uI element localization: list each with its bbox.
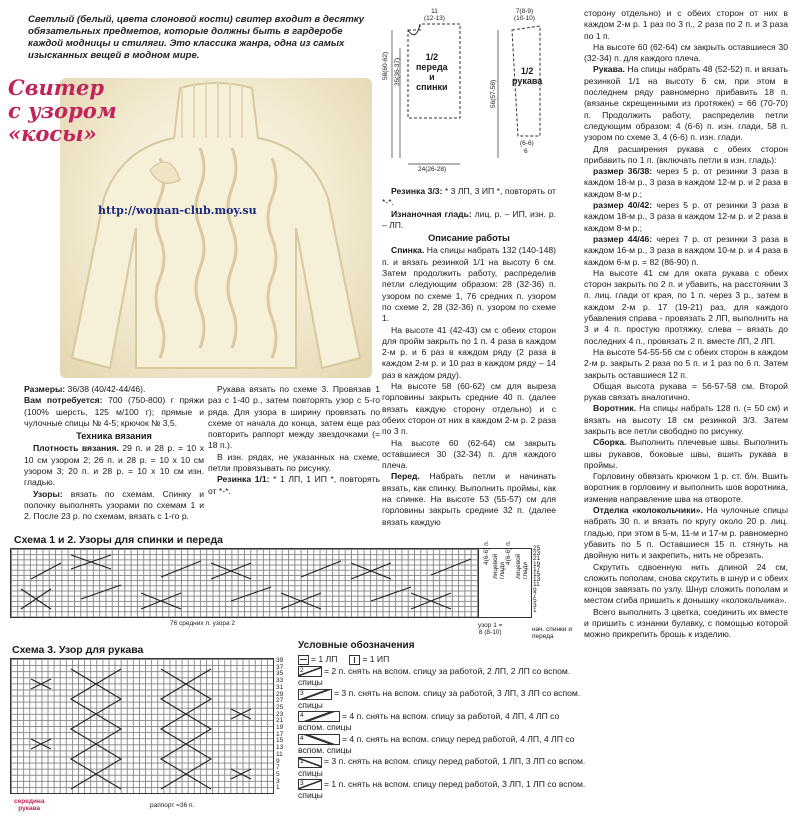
rapport-note: узор 1 = bbox=[478, 622, 503, 629]
materials-label: Вам потребуется: bbox=[24, 395, 103, 406]
schema3-rapport: раппорт =36 п. bbox=[150, 802, 195, 809]
sleeves-value: На спицы набрать 48 (52-52) п. и вязать резинкой 1/1 на высоту 6 см, при этом в последнем ряду равномерно прибавить 18 п. (вязанье скрещенными из протяжек) = 66 (70-70) п. Продолжить работу, распределив петли следующим образом: 4 (6-6) п. изн. глади, 58 п. узором по схеме 3, 4 (6-6) п. изн. глади. bbox=[584, 64, 788, 143]
title-line: с узором bbox=[8, 98, 117, 123]
cable-3-1-left-icon bbox=[298, 757, 322, 768]
row-number: 25 bbox=[533, 545, 541, 552]
legend-text: = 1 п. снять на вспом. спицу перед работой, 3 ЛП, 1 ЛП со вспом. спицы bbox=[298, 778, 586, 801]
row-number: 17 bbox=[533, 565, 541, 573]
row-number: 37 bbox=[276, 663, 284, 671]
back-paragraph: На высоте 60 (62-64) см закрыть оставшиеся 30 (32-34) п. для каждого плеча. bbox=[382, 437, 556, 471]
collar-value: На спицы набрать 128 п. (= 50 см) и вязать на высоту 18 см резинкой 3/3. Затем закрыть все петли свободно по рисунку. bbox=[584, 403, 788, 436]
diagram-sleeve-label: рукава bbox=[512, 76, 543, 86]
intro-text: Светлый (белый, цвета слоновой кости) свитер входит в десятку обязательных предметов, которые должны быть в гардеробе каждой модницы и стиляги. Это классика жанра, одна из самых изысканных вещей в модном мире. bbox=[28, 14, 365, 61]
row-number: 13 bbox=[533, 576, 541, 584]
density-label: Плотность вязания. bbox=[33, 443, 119, 454]
sleeve-paragraph: На высоте 41 см для оката рукава с обеих сторон закрыть по 2 п. и убавить, на расстоянии 3 п. лиц. глади от края, по 1 п. через 3 р., затем в каждом 2-м р. 17 (19-21) раз, для каждого убавления справа - провязать 2 ЛП, выполнить на 3 и 4 п. простую протяжку, слева – вязать до последних 4 п., провязать 2 п. вместе ЛП, 2 ЛП. bbox=[584, 267, 788, 346]
sizes-label: Размеры: bbox=[24, 384, 66, 394]
materials-value: 700 (750-800) г пряжи (100% шерсть, 125 м/100 г); прямые и чулочные спицы № 4-5; крючок № 3,5. bbox=[24, 395, 205, 428]
row-number: 7 bbox=[533, 591, 537, 599]
row-number: 11 bbox=[533, 581, 540, 589]
front-label: Перед. bbox=[391, 471, 420, 482]
sleeves-label: Рукава. bbox=[593, 64, 625, 75]
cable-number: 2 bbox=[300, 666, 304, 674]
diagram-body-label: и bbox=[429, 72, 435, 82]
front-value: Набрать петли и начинать вязать, как спинку. Выполнить проймы, как на спинке. На высоте 53 (55-57) см для горловины закрыть средние 32 п. (далее вязать каждую bbox=[382, 471, 556, 527]
watermark: http://woman-club.moy.su bbox=[98, 204, 257, 217]
diagram-side1: 58(60-62) bbox=[382, 51, 389, 80]
diagram-bottom: 24(26-28) bbox=[418, 166, 447, 173]
column-2 bbox=[208, 384, 380, 497]
size44-label: размер 44/46: bbox=[593, 233, 653, 244]
legend-text: = 3 п. снять на вспом. спицу за работой, 3 ЛП, 3 ЛП со вспом. спицы bbox=[298, 688, 581, 710]
assembly-value: Выполнить плечевые швы. Выполнить швы рукавов, боковые швы, вшить рукава в проймы. bbox=[584, 437, 788, 470]
diagram-body-label: переда bbox=[416, 62, 448, 72]
row-number: 1 bbox=[533, 607, 537, 615]
size44-value: через 7 р. от резинки 3 раза в каждом 16-м р., 3 раза в каждом 10-м р. и 4 раза в каждом 6-м р. = 82 (86-90) п. bbox=[584, 233, 789, 267]
row-number: 15 bbox=[533, 571, 541, 579]
side-note: 4(6-6) п. bbox=[505, 540, 512, 565]
row-number: 23 bbox=[533, 550, 541, 558]
legend-row bbox=[298, 779, 588, 801]
assembly-label: Сборка. bbox=[593, 437, 627, 448]
pattern-diagrams bbox=[380, 8, 570, 178]
schema12-side-panel bbox=[478, 540, 532, 618]
col4-paragraph: На высоте 60 (62-64) см закрыть оставшиеся 30 (32-34) п. для каждого плеча. bbox=[584, 41, 788, 64]
row-number: 15 bbox=[276, 737, 284, 745]
size36-label: размер 36/38: bbox=[593, 166, 653, 177]
schema12-cables bbox=[11, 549, 531, 617]
row-number: 21 bbox=[533, 555, 541, 563]
sleeve-paragraph: Общая высота рукава = 56-57-58 см. Второй рукав связать аналогично. bbox=[584, 380, 788, 403]
legend-text: = 1 ЛП bbox=[311, 654, 338, 664]
sleeve-bottom2: 6 bbox=[524, 148, 528, 155]
legend-text: = 3 п. снять на вспом. спицу перед работой, 1 ЛП, 3 ЛП со вспом. спицы bbox=[298, 756, 586, 778]
rapport-sub: 8 (8-10) bbox=[478, 629, 502, 636]
legend-text: = 2 п. снять на вспом. спицу за работой, 2 ЛП, 2 ЛП со вспом. спицы bbox=[298, 665, 571, 687]
size40-value: через 5 р. от резинки 3 раза в каждом 18-м р., 3 раза в каждом 12-м р. и 2 раза в каждом 8-м р.; bbox=[584, 200, 789, 233]
sleeve-paragraph: Для расширения рукава с обеих сторон прибавить по 1 п. (включать петли в изн. гладь): bbox=[584, 143, 788, 165]
diagram-body-label: 1/2 bbox=[425, 52, 439, 62]
schema3-row-numbers bbox=[276, 658, 283, 792]
reverse-value: лиц. р. – ИП, изн. р. – ЛП. bbox=[382, 208, 556, 230]
bells-label: Отделка «колокольчики». bbox=[593, 505, 703, 516]
row-number: 9 bbox=[533, 586, 537, 594]
back-paragraph: На высоте 41 (42-43) см с обеих сторон для пройм закрыть по 1 п. 4 раза в каждом 2-м р. и 6 раз в каждом ряду (2 раза в каждом 2-м р. и 10 раз в каждом ряду – 14 раз в каждом ряду). bbox=[382, 324, 556, 380]
legend-title: Условные обозначения bbox=[298, 640, 415, 651]
diagram-sleeve-label: 1/2 bbox=[520, 66, 534, 76]
schema3-grid bbox=[10, 658, 274, 794]
sleeve-top: 7(8-9) bbox=[515, 8, 534, 15]
diagram-body-label: спинки bbox=[416, 82, 448, 92]
assembly-paragraph: Горловину обвязать крючком 1 р. ст. б/н. Вшить воротник в горловину и выполнить шов воротника, изменив направление шва на отвороте. bbox=[584, 471, 788, 504]
collar-label: Воротник. bbox=[593, 403, 637, 414]
row-number: 17 bbox=[276, 730, 284, 738]
row-number: 39 bbox=[276, 657, 284, 664]
back-label: Спинка. bbox=[391, 245, 425, 256]
schema12-title: Схема 1 и 2. Узоры для спинки и переда bbox=[14, 534, 224, 546]
row-number: 3 bbox=[533, 602, 537, 610]
diagram-top: 11 bbox=[431, 8, 438, 15]
legend-row bbox=[298, 654, 588, 665]
back-value: На спицы набрать 132 (140-148) п. и вязать резинкой 1/1 на высоту 6 см. Затем продолжить работу, распределив петли следующим образом: 28 (32-36) п. узором по схеме 1, 76 средних п. узором по схеме 2, 28 (32-36) п. узором по схеме 1. bbox=[382, 245, 557, 324]
row-number: 31 bbox=[276, 683, 284, 691]
row-number: 13 bbox=[276, 744, 284, 752]
col2-paragraph: В изн. рядах, не указанных на схеме, петли провязывать по рисунку. bbox=[208, 451, 380, 474]
bells-paragraph: Всего выполнить 3 цветка, соединить их вместе и пришить с изнанки булавку, с помощью которой можно прикрепить брошь к изделию. bbox=[584, 606, 788, 640]
title-line: «косы» bbox=[8, 121, 97, 146]
sleeve-middle-note: середина bbox=[14, 798, 45, 805]
cable-1-3-right-icon bbox=[298, 779, 322, 790]
cable-2-2-right-icon bbox=[298, 666, 322, 677]
column-1 bbox=[24, 384, 204, 523]
knit-stitch-icon bbox=[298, 655, 309, 665]
row-number: 19 bbox=[276, 724, 284, 732]
cable-4-4-left-icon bbox=[298, 734, 340, 745]
row-number: 23 bbox=[276, 710, 284, 718]
row-number: 25 bbox=[276, 703, 284, 711]
side-note: лицевой глади bbox=[492, 553, 506, 579]
sleeve-side: 56(57-58) bbox=[490, 79, 497, 108]
schema3-cables bbox=[11, 659, 273, 793]
back-paragraph: На высоте 58 (60-62) см для выреза горловины закрыть средние 40 п. (далее вязать каждую сторону отдельно) и с обеих сторон от них в каждом 2-м р. 2 раза по 3 п. bbox=[382, 381, 556, 437]
diagram-side2: 35(36-37) bbox=[394, 57, 401, 86]
legend bbox=[298, 640, 588, 802]
rib33-value: * 3 ЛП, 3 ИП *, повторять от *-*. bbox=[382, 186, 556, 208]
row-number: 3 bbox=[276, 777, 280, 785]
reverse-label: Изнаночная гладь: bbox=[391, 208, 472, 219]
legend-row bbox=[298, 756, 588, 778]
row-number: 33 bbox=[276, 677, 284, 685]
patterns-value: вязать по схемам. Спинку и полочку выполнять узорами по схемам 1 и 2. После 23 р. по схемам, вязать с 1-го р. bbox=[24, 488, 205, 522]
bells-paragraph: Скрутить сдвоенную нить длиной 24 см, сложить пополам, снова скрутить в шнур и с обеих концов завязать по узлу. Шнур сложить пополам и местом сгиба пришить к донышку «колокольчика». bbox=[584, 561, 788, 606]
row-number: 21 bbox=[276, 717, 284, 725]
col2-paragraph: Рукава вязать по схеме 3. Провязав 1 раз с 1-40 р., затем повторять узор с 5-го ряда. Для узора в ширину провязать по схеме от начала до конца, затем еще раз повторить раппорт между звездочками (= 18 п.). bbox=[208, 384, 380, 451]
legend-row bbox=[298, 734, 588, 756]
rib11-value: * 1 ЛП, 1 ИП *, повторять от *-*. bbox=[208, 474, 381, 496]
row-number: 9 bbox=[276, 757, 280, 765]
sleeve-paragraph: На высоте 54-55-56 см с обеих сторон в каждом 2-м р. закрыть 2 раза по 5 п. и 1 раз по 6 п. Затем закрыть оставшиеся 12 п. bbox=[584, 346, 788, 380]
side-note: лицевой глади bbox=[515, 553, 529, 579]
size36-value: через 5 р. от резинки 3 раза в каждом 18-м р., 3 раза в каждом 12-м р. и 2 раза в каждом 8-м р.; bbox=[584, 166, 789, 199]
sleeve-top-sub: (10-10) bbox=[514, 15, 535, 22]
schema3-title: Схема 3. Узор для рукава bbox=[12, 644, 144, 656]
cable-3-3-right-icon bbox=[298, 689, 332, 700]
cable-4-4-right-icon bbox=[298, 711, 340, 722]
cable-number: 4 bbox=[300, 734, 304, 742]
row-number: 35 bbox=[276, 670, 284, 678]
cable-number: 1 bbox=[300, 757, 304, 765]
cable-number: 3 bbox=[300, 689, 304, 697]
density-value: 29 п. и 28 р. = 10 х 10 см узором 2; 26 п. и 28 р. = 10 х 10 см узором 3; 20 п. и 28 р. = 10 х 10 см изн. гладью. bbox=[24, 443, 205, 488]
legend-row bbox=[298, 688, 588, 710]
patterns-label: Узоры: bbox=[33, 488, 63, 499]
row-number: 7 bbox=[276, 764, 280, 772]
size40-label: размер 40/42: bbox=[593, 200, 653, 211]
col4-paragraph: сторону отдельно) и с обеих сторон от них в каждом 2-м р. 1 раз по 3 п., 2 раза по 2 п. и 3 раза по 1 п. bbox=[584, 8, 788, 41]
start-note: нач. спинки и переда bbox=[532, 626, 572, 640]
row-number: 11 bbox=[276, 750, 283, 758]
description-heading: Описание работы bbox=[428, 233, 510, 244]
legend-text: = 4 п. снять на вспом. спицу за работой, 4 ЛП, 4 ЛП со вспом. спицы bbox=[298, 711, 560, 733]
row-number: 5 bbox=[276, 770, 280, 778]
sizes-value: 36/38 (40/42-44/46). bbox=[67, 384, 146, 394]
rib33-label: Резинка 3/3: bbox=[391, 186, 443, 196]
schema12-row-numbers bbox=[533, 546, 540, 614]
legend-row bbox=[298, 711, 588, 733]
legend-row bbox=[298, 666, 588, 688]
rib11-label: Резинка 1/1: bbox=[217, 474, 270, 485]
legend-text: = 1 ИП bbox=[362, 654, 390, 664]
row-number: 5 bbox=[533, 597, 537, 605]
row-number: 19 bbox=[533, 560, 541, 568]
column-4 bbox=[584, 8, 788, 641]
title-line: Свитер bbox=[8, 75, 105, 100]
sleeve-bottom: (6-6) bbox=[520, 140, 534, 147]
legend-text: = 4 п. снять на вспом. спицу перед работой, 4 ЛП, 4 ЛП со вспом. спицы bbox=[298, 733, 575, 755]
cable-number: 3 bbox=[300, 780, 304, 788]
side-note: 4(6-6) п. bbox=[483, 540, 490, 565]
schema12-grid bbox=[10, 548, 532, 618]
bells-value: На чулочные спицы набрать 30 п. и вязать по кругу около 20 р. лиц. гладью, при этом в 5-м, 11-м и 17-м р. равномерно убавить по 5 п. Оставшиеся 15 п. стянуть на двойную нить и закрепить, нить не обрезать. bbox=[584, 505, 788, 561]
cable-number: 4 bbox=[300, 712, 304, 720]
sleeve-middle-note: рукава bbox=[18, 805, 41, 812]
body-sleeve-outline bbox=[380, 8, 570, 178]
purl-stitch-icon bbox=[349, 655, 360, 665]
page-title bbox=[8, 76, 118, 145]
column-3 bbox=[382, 186, 556, 528]
technique-heading: Техника вязания bbox=[76, 431, 152, 442]
row-number: 29 bbox=[276, 690, 284, 698]
diagram-top-sub: (12-13) bbox=[424, 15, 445, 22]
row-number: 27 bbox=[276, 697, 284, 705]
schema12-center-note: 76 средних п. узора 2 bbox=[170, 620, 235, 627]
row-number: 1 bbox=[276, 784, 280, 792]
